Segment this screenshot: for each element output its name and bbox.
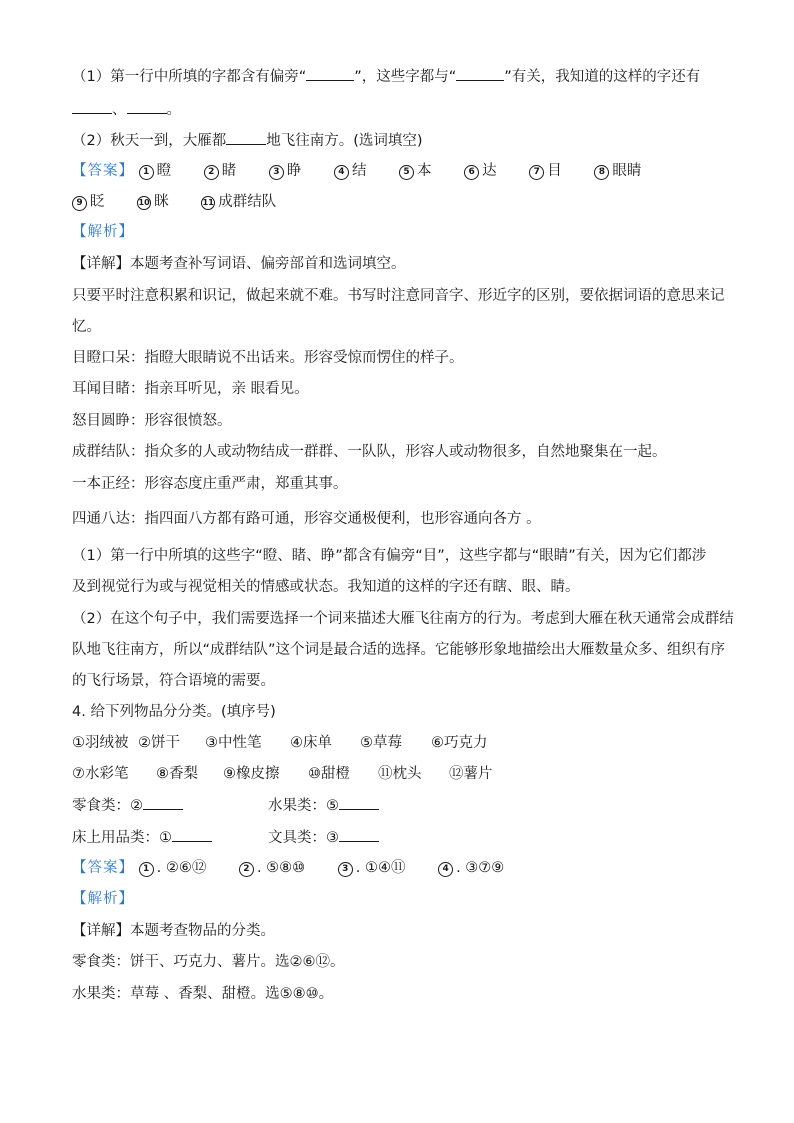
answer-text: 睁 [286, 163, 302, 179]
explanation-line: 零食类：饼干、巧克力、薯片。选②⑥⑫。 [72, 954, 345, 970]
q3-part1-text-b: ”，这些字都与“ [354, 69, 457, 85]
item [308, 764, 378, 784]
answer-item [399, 161, 432, 181]
answer-item [438, 858, 504, 878]
answer-text: 睹 [221, 163, 237, 179]
item-text: 中性笔 [218, 735, 262, 751]
category-text: 文具类：③ [268, 830, 339, 846]
item-text: 枕头 [392, 766, 422, 782]
circled-number-icon: 6 [464, 165, 479, 180]
answer-label: 【答案】 [72, 860, 134, 876]
item [378, 764, 449, 784]
q3-part2-text-b: 地飞往南方。(选词填空) [266, 133, 423, 149]
blank-field [143, 795, 183, 810]
blank-field [339, 827, 379, 842]
answer-text: 眨 [90, 194, 105, 210]
answer-text: 结 [351, 163, 367, 179]
detail-label: 【详解】 [72, 923, 130, 939]
answer-text: . ③⑦⑨ [456, 860, 505, 876]
item-number: ⑤ [360, 735, 373, 751]
item-number: ⑨ [223, 766, 236, 782]
detail-label: 【详解】 [72, 256, 130, 272]
circled-number-icon: 1 [139, 165, 154, 180]
blank-field [127, 99, 167, 114]
answer-text: 本 [417, 163, 432, 179]
circled-number-icon: 3 [269, 165, 284, 180]
explanation-line: 水果类：草莓 、香梨、甜橙。选⑤⑧⑩。 [72, 986, 334, 1002]
item [290, 733, 360, 753]
item-number: ⑧ [156, 766, 169, 782]
item [431, 733, 511, 753]
answer-item [338, 858, 406, 878]
explanation-line: （1）第一行中所填的这些字“瞪、睹、睁”都含有偏旁“目”，这些字都与“眼睛”有关，因为它们都涉 [72, 548, 707, 564]
items-row-1 [72, 733, 511, 753]
circled-number-icon: 9 [72, 196, 87, 211]
q3-part1-text-c: ”有关，我知道的这样的字还有 [504, 69, 701, 85]
blank-field [306, 66, 354, 81]
answer-item [464, 161, 497, 181]
analysis-heading [72, 889, 134, 909]
item-text: 草莓 [373, 735, 402, 751]
answer-item [594, 161, 641, 181]
paragraph-line: 只要平时注意积累和识记，做起来就不难。书写时注意同音字、形近字的区别，要依据词语的意思来记 [72, 288, 725, 304]
category-text: 水果类：⑤ [268, 798, 339, 814]
analysis-label: 【解析】 [72, 891, 134, 907]
question-title: 4. 给下列物品分分类。(填序号) [72, 704, 276, 720]
idiom-definition: 一本正经：形容态度庄重严肃，郑重其事。 [72, 476, 348, 492]
category-snack [72, 795, 268, 816]
circled-number-icon: 7 [529, 165, 544, 180]
circled-number-icon: 1 [139, 862, 154, 877]
item-text: 甜橙 [321, 766, 350, 782]
detail-line [72, 921, 275, 941]
item-text: 水彩笔 [85, 766, 129, 782]
item [138, 733, 205, 753]
item-number: ④ [290, 735, 303, 751]
blank-field [72, 99, 112, 114]
item-text: 橡皮擦 [236, 766, 280, 782]
item-text: 薯片 [463, 766, 493, 782]
answer-text: 眯 [154, 194, 169, 210]
answer-text: 眼睛 [612, 163, 642, 179]
detail-line [72, 254, 406, 274]
circled-number-icon: 2 [239, 862, 254, 877]
circled-number-icon: 8 [594, 165, 609, 180]
category-text: 床上用品类：① [72, 830, 172, 846]
item [72, 764, 156, 784]
explanation-line: （2）在这个句子中，我们需要选择一个词来描述大雁飞往南方的行为。考虑到大雁在秋天通常会成群结 [72, 611, 734, 627]
q3-part1-line1 [72, 66, 700, 87]
item-number: ⑥ [431, 735, 444, 751]
item [223, 764, 308, 784]
circled-number-icon: 4 [438, 862, 453, 877]
item-text: 床单 [303, 735, 332, 751]
answer-item [139, 161, 172, 181]
item-number: ⑪ [378, 766, 393, 782]
circled-number-icon: 5 [399, 165, 414, 180]
answer-label: 【答案】 [72, 163, 134, 179]
q3-part2-line [72, 130, 423, 151]
answer-text: . ①④⑪ [355, 860, 406, 876]
detail-text: 本题考查补写词语、偏旁部首和选词填空。 [130, 256, 406, 272]
q3-part1-line2 [72, 99, 181, 120]
blank-field [226, 130, 266, 145]
answer-text: 瞪 [156, 163, 172, 179]
explanation-line: 队地飞往南方，所以“成群结队”这个词是最合适的选择。它能够形象地描绘出大雁数量众多、组织有序 [72, 642, 726, 658]
answer-item [269, 161, 302, 181]
category-row-1 [72, 795, 379, 816]
answer-item [239, 858, 305, 878]
item-number: ② [138, 735, 151, 751]
circled-number-icon: 10 [137, 196, 151, 210]
blank-field [172, 827, 212, 842]
item-text: 饼干 [151, 735, 180, 751]
answer-item [72, 192, 105, 212]
item [205, 733, 290, 753]
item-number: ⑦ [72, 766, 85, 782]
idiom-definition: 耳闻目睹：指亲耳听见，亲 眼看见。 [72, 381, 309, 397]
q3-part2-text-a: （2）秋天一到，大雁都 [72, 133, 227, 149]
answer-text: 达 [482, 163, 497, 179]
idiom-definition: 四通八达：指四面八方都有路可通，形容交通极便利，也形容通向各方 。 [72, 511, 541, 527]
items-row-2 [72, 764, 529, 784]
idiom-definition: 成群结队：指众多的人或动物结成一群群、一队队，形容人或动物很多，自然地聚集在一起。 [72, 444, 667, 460]
paragraph-line: 忆。 [72, 319, 101, 335]
answer-item [139, 858, 207, 878]
item [156, 764, 223, 784]
item [449, 764, 529, 784]
answer-item [529, 161, 562, 181]
item [72, 733, 138, 753]
analysis-label: 【解析】 [72, 224, 134, 240]
answer-item [201, 192, 276, 212]
circled-number-icon: 11 [201, 196, 215, 210]
answer-text: . ⑤⑧⑩ [256, 860, 306, 876]
period: 。 [166, 102, 181, 118]
item [360, 733, 431, 753]
item-text: 香梨 [169, 766, 198, 782]
item-number: ③ [205, 735, 218, 751]
item-text: 羽绒被 [85, 735, 129, 751]
item-number: ⑫ [449, 766, 464, 782]
item-number: ⑩ [308, 766, 321, 782]
answer-item [334, 161, 367, 181]
category-row-2 [72, 827, 379, 848]
q3-answer-row-2 [72, 192, 304, 212]
idiom-definition: 目瞪口呆：指瞪大眼睛说不出话来。形容受惊而愣住的样子。 [72, 350, 464, 366]
detail-text: 本题考查物品的分类。 [130, 923, 275, 939]
separator: 、 [112, 102, 127, 118]
blank-field [339, 795, 379, 810]
item-number: ① [72, 735, 85, 751]
item-text: 巧克力 [444, 735, 488, 751]
circled-number-icon: 4 [334, 165, 349, 180]
explanation-line: 及到视觉行为或与视觉相关的情感或状态。我知道的这样的字还有瞎、眼、睛。 [72, 579, 580, 595]
answer-text: 目 [547, 163, 562, 179]
category-fruit [268, 795, 379, 816]
circled-number-icon: 3 [338, 862, 353, 877]
answer-text: . ②⑥⑫ [156, 860, 207, 876]
q3-part1-text-a: （1）第一行中所填的字都含有偏旁“ [72, 69, 307, 85]
circled-number-icon: 2 [204, 165, 219, 180]
blank-field [456, 66, 504, 81]
category-stationery [268, 827, 379, 848]
idiom-definition: 怒目圆睁：形容很愤怒。 [72, 413, 232, 429]
answer-text: 成群结队 [218, 194, 277, 210]
answer-item [204, 161, 237, 181]
category-text: 零食类：② [72, 798, 143, 814]
q4-answer-row [72, 858, 504, 878]
answer-item [137, 192, 169, 212]
analysis-heading [72, 222, 134, 242]
q3-answer-row-1 [72, 161, 641, 181]
category-bed [72, 827, 268, 848]
explanation-line: 的飞行场景，符合语境的需要。 [72, 673, 275, 689]
